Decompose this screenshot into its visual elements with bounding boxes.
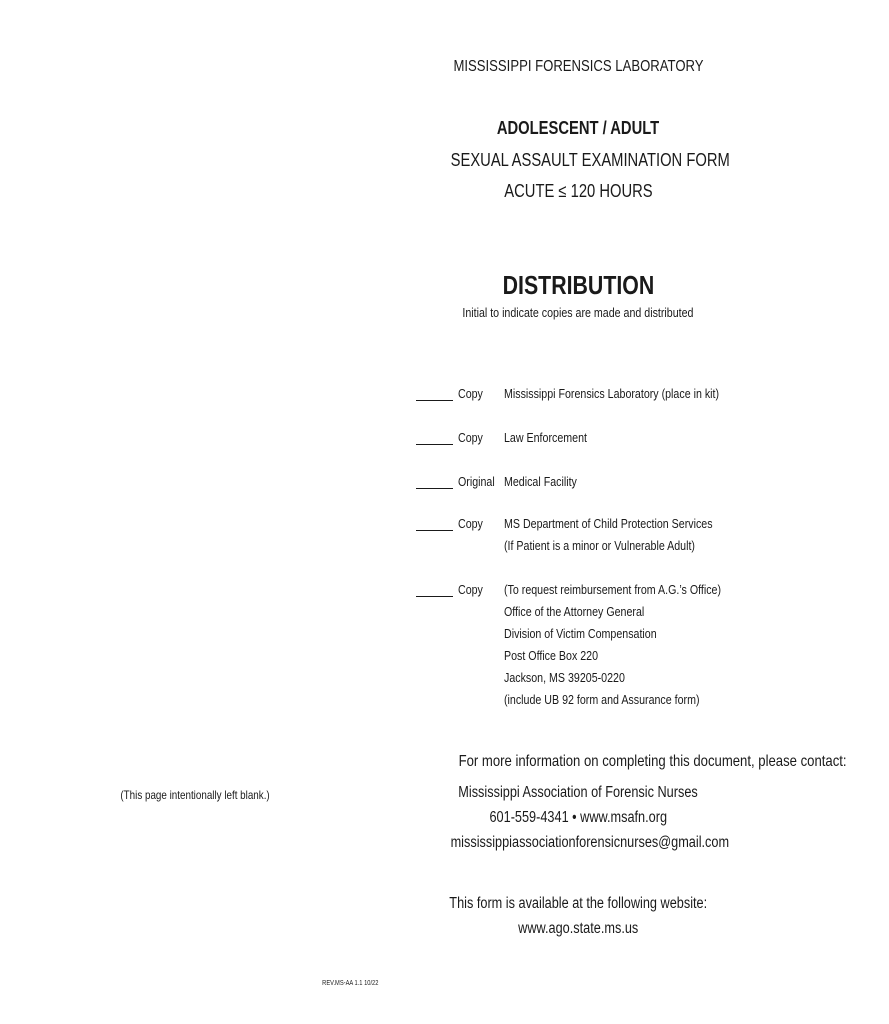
lab-name: MISSISSIPPI FORENSICS LABORATORY [452, 58, 704, 75]
contact-organization: Mississippi Association of Forensic Nurses [458, 784, 698, 801]
row-destination: (To request reimbursement from A.G.’s Office) Office of the Attorney General Division of Victim Compensation Post Office Box 220 Jackson, MS 39205-0220 (include UB 92 form and Assurance form) [504, 582, 722, 707]
form-title-line1: ADOLESCENT / ADULT [496, 118, 660, 138]
initial-line[interactable] [416, 400, 453, 401]
distribution-instruction: Initial to indicate copies are made and distributed [462, 305, 694, 320]
initial-line[interactable] [416, 530, 453, 531]
form-title-line2: SEXUAL ASSAULT EXAMINATION FORM [450, 150, 730, 170]
row-destination: Medical Facility [504, 474, 577, 489]
contact-phone-website: 601-559-4341 • www.msafn.org [489, 809, 667, 826]
blank-page-note: (This page intentionally left blank.) [120, 788, 270, 802]
row-destination: Mississippi Forensics Laboratory (place in kit) [504, 386, 720, 401]
contact-heading: For more information on completing this document, please contact: [458, 753, 847, 770]
initial-line[interactable] [416, 444, 453, 445]
availability-website: www.ago.state.ms.us [517, 920, 639, 937]
initial-line[interactable] [416, 596, 453, 597]
contact-email: mississippiassociationforensicnurses@gmail.com [450, 834, 730, 851]
row-destination: MS Department of Child Protection Services (If Patient is a minor or Vulnerable Adult) [504, 516, 713, 553]
availability-note: This form is available at the following website: [449, 895, 707, 912]
row-destination: Law Enforcement [504, 430, 587, 445]
form-revision-code: REV.MS-AA 1.1 10/22 [321, 980, 379, 987]
initial-line[interactable] [416, 488, 453, 489]
form-title-line3: ACUTE ≤ 120 HOURS [503, 181, 653, 201]
distribution-heading: DISTRIBUTION [502, 270, 654, 300]
